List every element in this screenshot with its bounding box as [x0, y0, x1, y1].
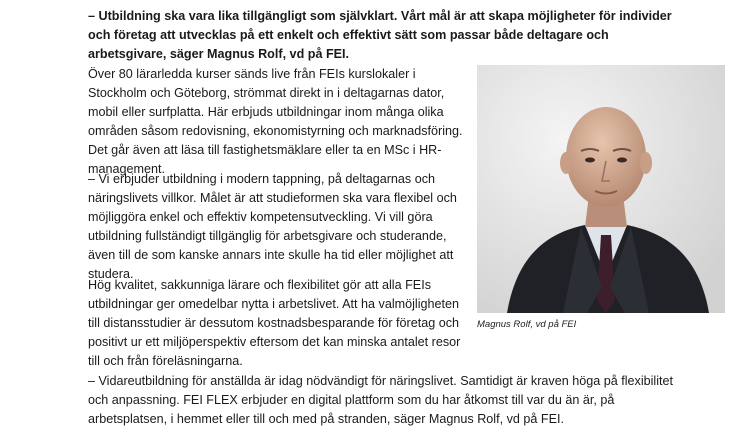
body-paragraph-3: Hög kvalitet, sakkunniga lärare och flexibilitet gör att alla FEIs utbildningar ger omedelbar nytta i arbetslivet. Att ha valmöjligheten till distansstudier är dessutom kostnadsbesparande för företag och positivt ur ett miljöperspektiv eftersom det kan minska antalet resor till och från föreläsningarna.	[88, 278, 461, 368]
portrait-photo	[477, 65, 725, 313]
body-paragraph-2: – Vi erbjuder utbildning i modern tappning, på deltagarnas och näringslivets villkor. Målet är att studieformen ska vara flexibel och möjliggöra enkel och effektiv kompetensutveckling. Vi vill göra utbildning fullständigt tillgänglig för arbetsgivare och studerande, även till de som kanske annars inte skulle ha tid eller möjlighet att studera.	[88, 172, 457, 281]
lead-paragraph: – Utbildning ska vara lika tillgängligt som självklart. Vårt mål är att skapa möjligheter för individer och företag att utvecklas på ett enkelt och effektivt sätt som passar både deltagare och arbetsgivare, säger Magnus Rolf, vd på FEI.	[88, 9, 672, 61]
photo-caption: Magnus Rolf, vd på FEI	[477, 319, 577, 330]
portrait-illustration	[477, 65, 725, 313]
body-paragraph-4: – Vidareutbildning för anställda är idag nödvändigt för näringslivet. Samtidigt är kraven höga på flexibilitet och anpassning. FEI FLEX erbjuder en digital plattform som du har åtkomst till var du än är, på arbetsplatsen, i hemmet eller till och med på stranden, säger Magnus Rolf, vd på FEI.	[88, 374, 674, 426]
body-paragraph-1: Över 80 lärarledda kurser sänds live från FEIs kurslokaler i Stockholm och Göteborg, strömmat direkt in i deltagarnas dator, mobil eller surfplatta. Här erbjuds utbildningar inom många olika områden såsom redovisning, ekonomistyrning och marknadsföring. Det går även att läsa till fastighetsmäklare eller ta en MSc i HR-management.	[88, 67, 463, 176]
